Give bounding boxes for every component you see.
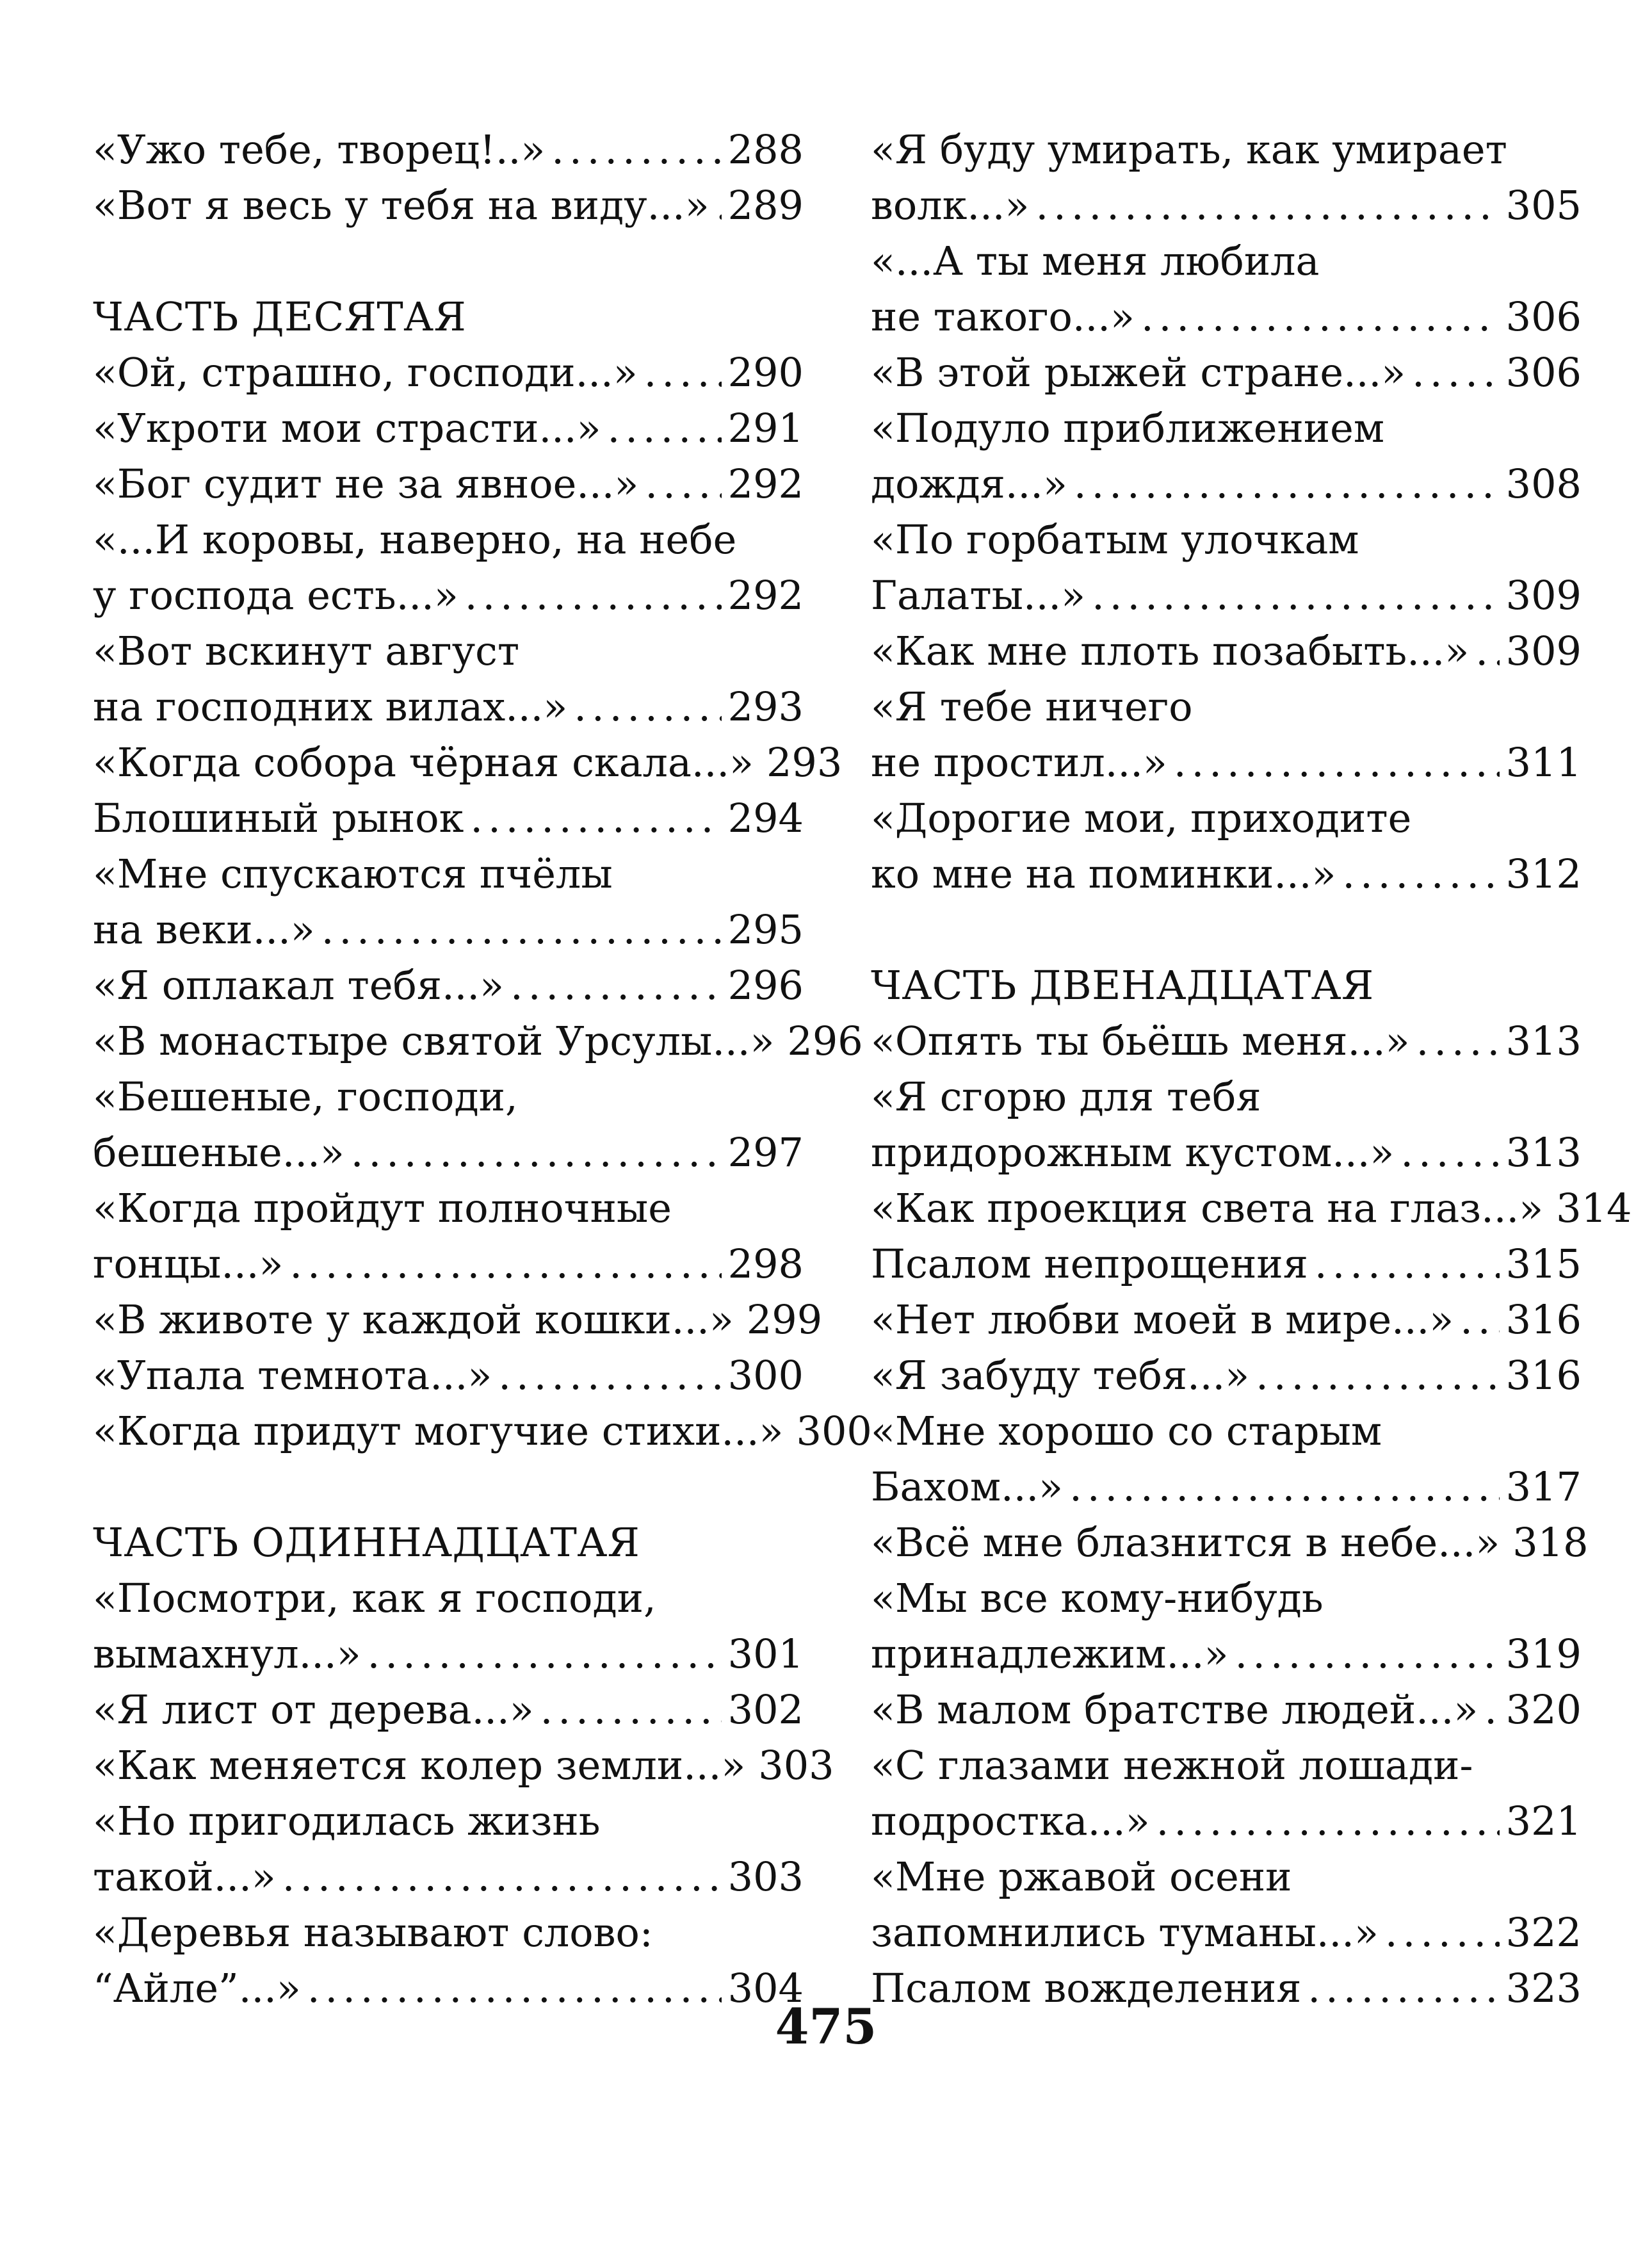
toc-entry	[93, 1069, 804, 1180]
toc-entry-page: 301	[727, 1630, 804, 1677]
toc-entry	[871, 1236, 1582, 1292]
toc-entry-line	[871, 1347, 1582, 1403]
toc-entry-title: «Когда собора чёрная скала...»	[93, 739, 754, 786]
toc-entry	[871, 345, 1582, 400]
toc-entry	[93, 846, 804, 957]
dot-leader	[1092, 567, 1500, 623]
toc-entry-page: 306	[1505, 349, 1582, 396]
toc-entry-line	[871, 1180, 1632, 1236]
toc-entry-page: 299	[746, 1296, 823, 1343]
dot-leader	[465, 567, 722, 623]
dot-leader	[716, 177, 722, 233]
toc-entry-line	[93, 456, 804, 512]
toc-entry-page: 298	[727, 1240, 804, 1287]
toc-entry-title: «Бешеные, господи,	[93, 1073, 518, 1120]
toc-entry-title: Блошиный рынок	[93, 795, 464, 841]
toc-entry-line	[93, 345, 804, 400]
toc-entry-title: «Я забуду тебя...»	[871, 1352, 1250, 1399]
toc-entry-title: «Ой, страшно, господи...»	[93, 349, 638, 396]
toc-entry-line	[93, 1737, 834, 1793]
toc-entry-title: «Когда пройдут полночные	[93, 1185, 672, 1231]
dot-leader	[1416, 1013, 1500, 1069]
dot-leader	[351, 1125, 722, 1180]
toc-entry-page: 296	[787, 1018, 863, 1064]
toc-entry-page: 317	[1505, 1463, 1582, 1510]
toc-entry-title: «По горбатым улочкам	[871, 516, 1359, 563]
section-heading: ЧАСТЬ ДВЕНАДЦАТАЯ	[871, 962, 1374, 1009]
toc-entry-line	[93, 1069, 804, 1125]
toc-entry	[871, 1347, 1582, 1403]
dot-leader	[1385, 1905, 1500, 1960]
dot-leader	[1156, 1793, 1500, 1849]
dot-leader	[1035, 177, 1499, 233]
toc-entry-line	[871, 1292, 1582, 1347]
dot-leader	[645, 456, 721, 512]
toc-entry-line	[871, 1682, 1582, 1737]
toc-entry-page: 304	[727, 1965, 804, 2011]
toc-entry-line	[871, 1570, 1582, 1626]
dot-leader	[289, 1236, 721, 1292]
toc-entry-title: «Дорогие мои, приходите	[871, 795, 1412, 841]
toc-entry-line	[871, 1236, 1582, 1292]
toc-entry-line	[93, 1180, 804, 1236]
toc-entry-title: «Когда придут могучие стихи...»	[93, 1408, 784, 1454]
toc-entry-line	[871, 1793, 1582, 1849]
toc-entry-page: 302	[727, 1686, 804, 1733]
toc-entry-title: «Нет любви моей в мире...»	[871, 1296, 1454, 1343]
toc-entry-title: «Я сгорю для тебя	[871, 1073, 1261, 1120]
toc-entry-title: «В монастыре святой Урсулы...»	[93, 1018, 775, 1064]
toc-entry	[871, 1403, 1582, 1515]
toc-entry-line	[871, 177, 1582, 233]
toc-entry-page: 322	[1505, 1909, 1582, 1956]
toc-entry-line	[93, 1292, 823, 1347]
toc-entry-line	[871, 1459, 1582, 1515]
dot-leader	[1069, 1459, 1500, 1515]
toc-entry	[93, 1347, 804, 1403]
toc-entry-page: 292	[727, 572, 804, 619]
section-spacer	[93, 1459, 804, 1515]
toc-entry-title: Псалом вожделения	[871, 1965, 1302, 2011]
toc-entry-title: волк...»	[871, 182, 1030, 229]
toc-entry-line	[93, 1013, 863, 1069]
toc-entry-page: 291	[727, 405, 804, 451]
toc-entry	[93, 1403, 872, 1459]
toc-entry-line	[871, 790, 1582, 846]
toc-entry	[93, 122, 804, 177]
toc-entry	[93, 1013, 863, 1069]
toc-entry-title: «Мне хорошо со старым	[871, 1408, 1382, 1454]
toc-entry-page: 320	[1505, 1686, 1582, 1733]
toc-entry	[93, 957, 804, 1013]
toc-entry-title: «Как проекция света на глаз...»	[871, 1185, 1544, 1231]
toc-entry-page: 314	[1556, 1185, 1632, 1231]
toc-entry-title: вымахнул...»	[93, 1630, 361, 1677]
toc-entry-page: 309	[1505, 628, 1582, 674]
toc-entry	[93, 1682, 804, 1737]
toc-entry-title: «Я буду умирать, как умирает	[871, 126, 1507, 173]
toc-entry-title: Бахом...»	[871, 1463, 1064, 1510]
toc-column-left	[93, 122, 872, 2016]
toc-entry-line	[871, 1626, 1582, 1682]
toc-entry-line	[93, 735, 843, 790]
toc-column-right	[871, 122, 1632, 2016]
dot-leader	[1342, 846, 1499, 902]
toc-entry-title: «Укроти мои страсти...»	[93, 405, 601, 451]
toc-entry-page: 323	[1505, 1965, 1582, 2011]
toc-entry	[93, 623, 804, 735]
toc-entry-line	[871, 345, 1582, 400]
toc-entry-page: 316	[1505, 1352, 1582, 1399]
toc-entry-title: у господа есть...»	[93, 572, 458, 619]
toc-entry-line	[93, 567, 804, 623]
toc-entry-title: «В животе у каждой кошки...»	[93, 1296, 734, 1343]
toc-entry-line	[871, 623, 1582, 679]
toc-entry	[93, 1737, 834, 1793]
toc-entry	[871, 679, 1582, 790]
toc-entry	[93, 735, 843, 790]
dot-leader	[1475, 623, 1499, 679]
toc-entry-title: «...А ты меня любила	[871, 238, 1320, 284]
toc-entry-line	[93, 790, 804, 846]
toc-entry-title: «Бог судит не за явное...»	[93, 460, 639, 507]
dot-leader	[321, 902, 722, 957]
toc-entry-line	[93, 1403, 872, 1459]
toc-entry-line	[93, 1236, 804, 1292]
toc-entry-page: 311	[1505, 739, 1582, 786]
dot-leader	[608, 400, 722, 456]
toc-entry-page: 288	[727, 126, 804, 173]
toc-entry-title: принадлежим...»	[871, 1630, 1229, 1677]
toc-entry-title: «Я оплакал тебя...»	[93, 962, 505, 1009]
toc-entry-page: 293	[766, 739, 843, 786]
toc-entry-page: 303	[727, 1853, 804, 1900]
dot-leader	[498, 1347, 721, 1403]
section-spacer	[871, 902, 1582, 957]
toc-entry-line	[93, 902, 804, 957]
toc-entry-title: «Мне ржавой осени	[871, 1853, 1292, 1900]
toc-entry-title: «Всё мне блазнится в небе...»	[871, 1519, 1500, 1566]
toc-entry-line	[871, 1013, 1582, 1069]
toc-entry	[871, 623, 1582, 679]
toc-entry-line	[871, 456, 1582, 512]
toc-entry-line	[93, 1626, 804, 1682]
toc-entry-title: Галаты...»	[871, 572, 1086, 619]
toc-entry-line	[871, 1069, 1582, 1125]
toc-entry	[871, 1737, 1582, 1849]
toc-entry	[93, 1292, 823, 1347]
toc-entry-page: 295	[727, 906, 804, 953]
dot-leader	[1174, 735, 1500, 790]
toc-entry	[871, 400, 1582, 512]
toc-entry-title: придорожным кустом...»	[871, 1129, 1395, 1176]
toc-entry-title: «Упала темнота...»	[93, 1352, 492, 1399]
toc-entry	[871, 1849, 1582, 1960]
toc-entry-title: не простил...»	[871, 739, 1167, 786]
toc-entry-title: не такого...»	[871, 293, 1135, 340]
toc-entry	[871, 512, 1582, 623]
toc-entry-page: 318	[1512, 1519, 1589, 1566]
toc-entry-title: «Вот я весь у тебя на виду...»	[93, 182, 709, 229]
toc-entry-line	[93, 1125, 804, 1180]
toc-entry-title: “Айле”...»	[93, 1965, 301, 2011]
toc-entry	[93, 790, 804, 846]
toc-entry-page: 292	[727, 460, 804, 507]
toc-entry	[93, 1793, 804, 1905]
toc-entry-page: 297	[727, 1129, 804, 1176]
toc-entry-page: 296	[727, 962, 804, 1009]
toc-entry-line	[93, 957, 804, 1013]
toc-entry-title: «Деревья называют слово:	[93, 1909, 653, 1956]
section-spacer	[93, 233, 804, 289]
toc-entry-line	[871, 1849, 1582, 1905]
toc-entry	[871, 790, 1582, 902]
toc-entry-line	[871, 400, 1582, 456]
toc-entry	[871, 122, 1582, 233]
toc-entry	[93, 456, 804, 512]
toc-entry-title: на веки...»	[93, 906, 315, 953]
toc-entry-line	[871, 1515, 1589, 1570]
toc-entry-line	[871, 1125, 1582, 1180]
toc-entry-line	[871, 233, 1582, 289]
toc-entry-page: 306	[1505, 293, 1582, 340]
toc-entry-page: 303	[758, 1742, 834, 1789]
dot-leader	[1315, 1236, 1500, 1292]
toc-entry-page: 300	[727, 1352, 804, 1399]
toc-entry-title: запомнились туманы...»	[871, 1909, 1379, 1956]
toc-entry-title: «...И коровы, наверно, на небе	[93, 516, 737, 563]
toc-entry-title: «С глазами нежной лошади-	[871, 1742, 1473, 1789]
toc-entry-line	[93, 846, 804, 902]
toc-entry-page: 312	[1505, 850, 1582, 897]
toc-entry-line	[93, 679, 804, 735]
toc-entry-line	[93, 1793, 804, 1849]
toc-entry	[93, 512, 804, 623]
dot-leader	[368, 1626, 722, 1682]
toc-entry	[871, 1069, 1582, 1180]
toc-entry-page: 309	[1505, 572, 1582, 619]
toc-entry-line	[871, 1403, 1582, 1459]
dot-leader	[1256, 1347, 1500, 1403]
toc-entry-title: бешеные...»	[93, 1129, 344, 1176]
toc-entry	[871, 233, 1582, 345]
toc-entry-line	[871, 122, 1582, 177]
dot-leader	[1412, 345, 1500, 400]
dot-leader	[510, 957, 722, 1013]
dot-leader	[644, 345, 722, 400]
dot-leader	[1400, 1125, 1499, 1180]
toc-entry-title: «В малом братстве людей...»	[871, 1686, 1478, 1733]
page-number: 475	[775, 1998, 877, 2055]
toc-entry-line	[93, 512, 804, 567]
section-heading: ЧАСТЬ ОДИННАДЦАТАЯ	[93, 1519, 640, 1566]
toc-entry-line	[93, 1682, 804, 1737]
toc-entry-title: подростка...»	[871, 1798, 1150, 1844]
toc-entry-page: 321	[1505, 1798, 1582, 1844]
toc-entry-title: «Как меняется колер земли...»	[93, 1742, 746, 1789]
toc-entry-title: такой...»	[93, 1853, 276, 1900]
toc-entry-title: «Подуло приближением	[871, 405, 1385, 451]
toc-entry-page: 315	[1505, 1240, 1582, 1287]
toc-entry-page: 294	[727, 795, 804, 841]
toc-entry-line	[871, 1905, 1582, 1960]
toc-entry-title: «Я тебе ничего	[871, 683, 1193, 730]
toc-entry-page: 313	[1505, 1129, 1582, 1176]
dot-leader	[282, 1849, 722, 1905]
toc-entry-title: «Мы все кому-нибудь	[871, 1575, 1324, 1621]
toc-entry-title: «Вот вскинут август	[93, 628, 520, 674]
dot-leader	[1074, 456, 1500, 512]
toc-entry-line	[93, 1347, 804, 1403]
toc-entry-line	[93, 623, 804, 679]
toc-entry-title: «Мне спускаются пчёлы	[93, 850, 613, 897]
dot-leader	[1235, 1626, 1500, 1682]
toc-entry-page: 293	[727, 683, 804, 730]
toc-entry-title: на господних вилах...»	[93, 683, 568, 730]
toc-entry-title: «Опять ты бьёшь меня...»	[871, 1018, 1410, 1064]
toc-entry-title: гонцы...»	[93, 1240, 284, 1287]
toc-entry	[871, 1682, 1582, 1737]
toc-entry-line	[871, 679, 1582, 735]
dot-leader	[574, 679, 721, 735]
toc-entry-page: 300	[796, 1408, 872, 1454]
dot-leader	[1460, 1292, 1499, 1347]
toc-entry-line	[871, 846, 1582, 902]
toc-entry-page: 289	[727, 182, 804, 229]
toc-entry	[871, 1570, 1582, 1682]
toc-entry	[871, 1292, 1582, 1347]
toc-entry	[871, 1515, 1589, 1570]
toc-entry	[871, 1180, 1632, 1236]
toc-entry-title: дождя...»	[871, 460, 1067, 507]
toc-entry-page: 290	[727, 349, 804, 396]
toc-entry-line	[871, 567, 1582, 623]
toc-entry-line	[871, 289, 1582, 345]
toc-entry	[93, 1180, 804, 1292]
toc-entry	[93, 177, 804, 233]
toc-entry-title: ко мне на поминки...»	[871, 850, 1336, 897]
toc-entry-page: 305	[1505, 182, 1582, 229]
toc-entry-title: «Как мне плоть позабыть...»	[871, 628, 1470, 674]
section-heading: ЧАСТЬ ДЕСЯТАЯ	[93, 293, 467, 340]
toc-entry-title: «Но пригодилась жизнь	[93, 1798, 601, 1844]
toc-entry-line	[871, 512, 1582, 567]
toc-entry-page: 313	[1505, 1018, 1582, 1064]
toc-entry-line	[93, 122, 804, 177]
dot-leader	[470, 790, 721, 846]
toc-entry-line	[93, 1849, 804, 1905]
toc-entry-page: 316	[1505, 1296, 1582, 1343]
toc-entry	[93, 1570, 804, 1682]
toc-entry-line	[93, 1905, 804, 1960]
dot-leader	[540, 1682, 722, 1737]
dot-leader	[1141, 289, 1500, 345]
toc-entry-title: «Ужо тебе, творец!..»	[93, 126, 546, 173]
toc-entry-line	[93, 177, 804, 233]
toc-entry-line	[93, 1570, 804, 1626]
toc-entry	[871, 1013, 1582, 1069]
dot-leader	[551, 122, 721, 177]
toc-entry-page: 308	[1505, 460, 1582, 507]
toc-entry	[93, 345, 804, 400]
toc-entry-line	[93, 400, 804, 456]
toc-entry	[93, 400, 804, 456]
toc-entry-line	[871, 735, 1582, 790]
dot-leader	[1484, 1682, 1499, 1737]
toc-entry-title: Псалом непрощения	[871, 1240, 1308, 1287]
toc-entry-title: «Я лист от дерева...»	[93, 1686, 534, 1733]
toc-entry-title: «Посмотри, как я господи,	[93, 1575, 656, 1621]
toc-entry-page: 319	[1505, 1630, 1582, 1677]
toc-entry-line	[871, 1737, 1582, 1793]
toc-entry-title: «В этой рыжей стране...»	[871, 349, 1406, 396]
